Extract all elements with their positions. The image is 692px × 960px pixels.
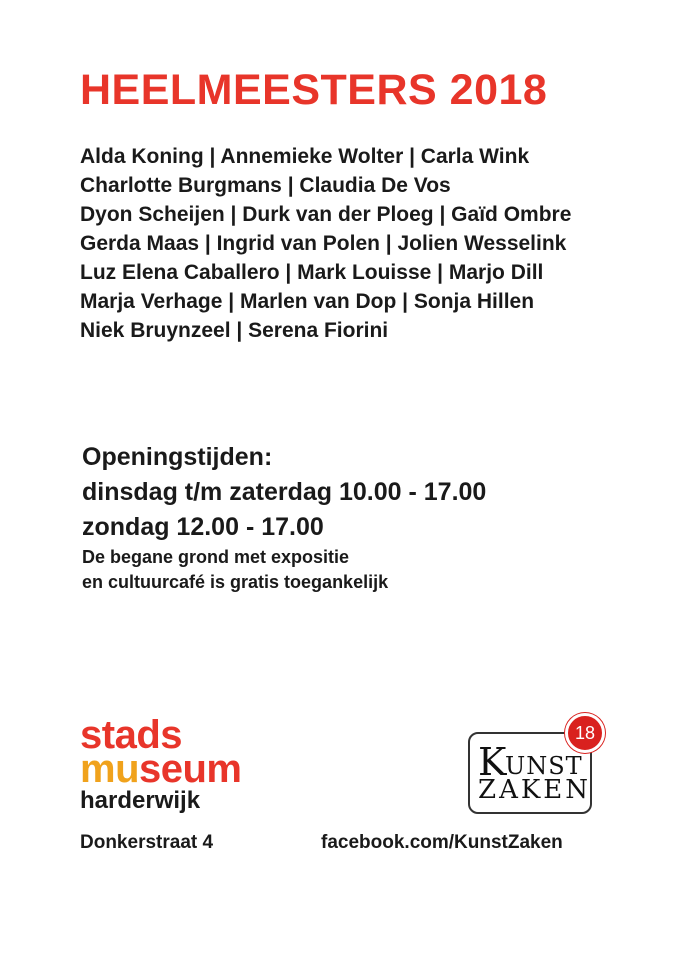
artist-list (80, 142, 571, 345)
opening-hours-title: Openingstijden: (82, 443, 273, 471)
artist-line: Dyon Scheijen | Durk van der Ploeg | Gaïd Ombre (80, 203, 572, 226)
weekday-hours: dinsdag t/m zaterdag 10.00 - 17.00 (82, 478, 487, 506)
opening-hours (82, 440, 486, 595)
logo-word-museum (80, 747, 242, 791)
kunstzaken-logo-zaken: ZAKEN (478, 775, 591, 805)
address: Donkerstraat 4 (80, 832, 214, 853)
artist-line: Alda Koning | Annemieke Wolter | Carla Wink (80, 145, 530, 168)
kunstzaken-badge: 18 (565, 713, 605, 753)
sunday-hours: zondag 12.00 - 17.00 (82, 513, 324, 541)
logo-word-stads: stads (80, 713, 182, 757)
logo-word-mu: mu (80, 747, 139, 791)
artist-line: Niek Bruynzeel | Serena Fiorini (80, 319, 389, 342)
logo-word-harderwijk: harderwijk (80, 787, 201, 814)
poster-title: HEELMEESTERS 2018 (80, 66, 548, 114)
logo-word-seum: seum (139, 747, 242, 791)
artist-line: Marja Verhage | Marlen van Dop | Sonja Hillen (80, 290, 535, 313)
artist-line: Charlotte Burgmans | Claudia De Vos (80, 174, 451, 197)
access-note-line: en cultuurcafé is gratis toegankelijk (82, 572, 389, 592)
facebook-link[interactable]: facebook.com/KunstZaken (321, 832, 563, 853)
kunstzaken-logo-unst: UNST (505, 752, 583, 780)
stadsmuseum-logo (80, 713, 242, 816)
access-note-line: De begane grond met expositie (82, 547, 350, 567)
kunstzaken-logo-k: K (478, 740, 507, 784)
artist-line: Gerda Maas | Ingrid van Polen | Jolien Wesselink (80, 232, 567, 255)
artist-line: Luz Elena Caballero | Mark Louisse | Marjo Dill (80, 261, 544, 284)
